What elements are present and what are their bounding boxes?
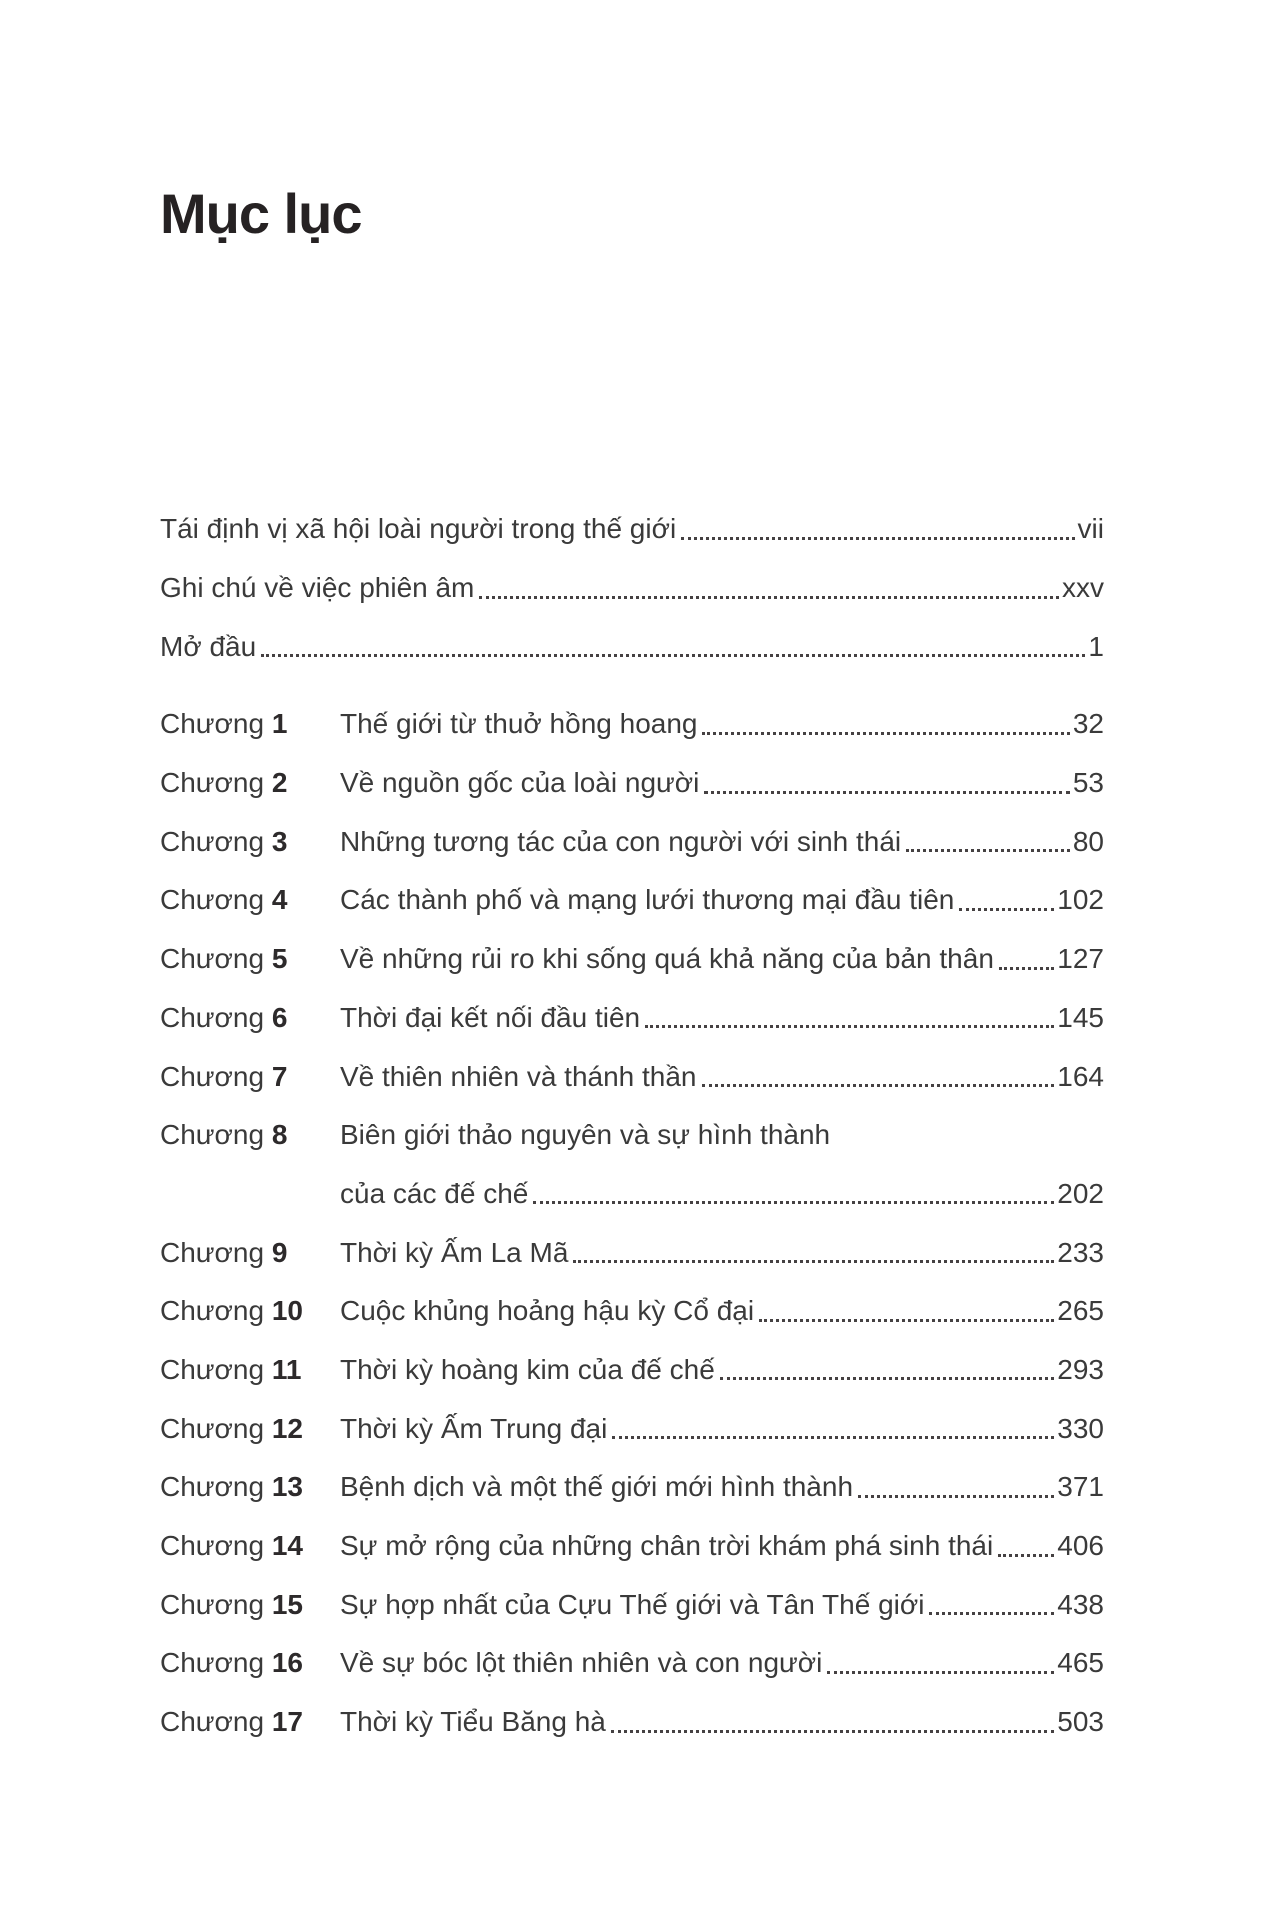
page-number: 1 [1088, 630, 1104, 662]
toc-chapter-row [160, 930, 1104, 989]
chapter-label [160, 1295, 340, 1327]
dot-leader [906, 849, 1070, 852]
page-number: vii [1077, 513, 1104, 545]
chapter-title: Cuộc khủng hoảng hậu kỳ Cổ đại [340, 1295, 755, 1327]
entry-title: Mở đầu [160, 630, 257, 662]
toc-chapter-row [160, 695, 1104, 754]
chapter-word: Chương [160, 1588, 265, 1620]
chapter-label [160, 1706, 340, 1738]
chapter-number: 3 [271, 825, 288, 857]
toc-chapter-row [160, 1458, 1104, 1517]
chapter-word: Chương [160, 1530, 265, 1562]
chapter-label [160, 1589, 340, 1621]
chapter-word: Chương [160, 1647, 265, 1679]
chapter-title: Sự hợp nhất của Cựu Thế giới và Tân Thế giới [340, 1588, 925, 1620]
dot-leader [611, 1730, 1054, 1733]
toc-chapter-row [160, 1341, 1104, 1400]
chapter-number: 4 [271, 884, 288, 916]
chapter-word: Chương [160, 1119, 265, 1151]
dot-leader [858, 1495, 1054, 1498]
page-number: 503 [1057, 1706, 1104, 1738]
toc-chapter-row [160, 1517, 1104, 1576]
page-number: 202 [1057, 1177, 1104, 1209]
entry-title: Tái định vị xã hội loài người trong thế giới [160, 513, 677, 545]
dot-leader [998, 1554, 1054, 1557]
dot-leader [827, 1671, 1054, 1674]
dot-leader [999, 967, 1054, 970]
toc-front-matter-row [160, 500, 1104, 559]
page-number: 32 [1072, 708, 1104, 740]
chapter-title: Về nguồn gốc của loài người [340, 767, 700, 799]
chapter-word: Chương [160, 1295, 265, 1327]
dot-leader [681, 537, 1074, 540]
chapter-word: Chương [160, 1706, 265, 1738]
page-number: 127 [1057, 943, 1104, 975]
toc-chapter-row [160, 1575, 1104, 1634]
chapter-title: Thời kỳ Tiểu Băng hà [340, 1706, 606, 1738]
page-title: Mục lục [160, 182, 362, 245]
page-number: 265 [1057, 1295, 1104, 1327]
chapter-title: của các đế chế [340, 1177, 529, 1209]
dot-leader [573, 1260, 1054, 1263]
toc-chapter-row [160, 871, 1104, 930]
chapter-title: Sự mở rộng của những chân trời khám phá sinh thái [340, 1530, 994, 1562]
chapter-title: Về sự bóc lột thiên nhiên và con người [340, 1647, 823, 1679]
toc-chapter-row [160, 1047, 1104, 1106]
chapter-word: Chương [160, 1471, 265, 1503]
chapter-number: 11 [271, 1353, 302, 1385]
chapter-title: Về những rủi ro khi sống quá khả năng của bản thân [340, 943, 994, 975]
dot-leader [929, 1612, 1054, 1615]
chapter-number: 6 [271, 1001, 288, 1033]
chapter-number: 12 [271, 1412, 303, 1444]
toc-chapter-row [160, 1223, 1104, 1282]
chapter-label [160, 767, 340, 799]
chapter-number: 5 [271, 943, 288, 975]
page-number: 371 [1057, 1471, 1104, 1503]
toc-front-matter-row [160, 617, 1104, 676]
page-number: 465 [1057, 1647, 1104, 1679]
chapter-number: 8 [271, 1119, 288, 1151]
chapter-list [160, 695, 1104, 1751]
front-matter-list [160, 500, 1104, 676]
chapter-word: Chương [160, 1236, 265, 1268]
chapter-label [160, 1354, 340, 1386]
chapter-word: Chương [160, 767, 265, 799]
chapter-number: 7 [271, 1060, 288, 1092]
chapter-word: Chương [160, 943, 265, 975]
dot-leader [702, 732, 1069, 735]
chapter-title: Những tương tác của con người với sinh thái [340, 825, 902, 857]
toc-chapter-row-continuation [160, 1165, 1104, 1224]
chapter-title: Thời kỳ Ấm La Mã [340, 1236, 569, 1268]
page-number: 406 [1057, 1530, 1104, 1562]
toc-chapter-row [160, 989, 1104, 1048]
chapter-title: Về thiên nhiên và thánh thần [340, 1060, 697, 1092]
toc-chapter-row [160, 1693, 1104, 1752]
chapter-number: 1 [271, 708, 288, 740]
page-number: 438 [1057, 1588, 1104, 1620]
chapter-label [160, 1119, 340, 1151]
dot-leader [645, 1025, 1054, 1028]
page-number: 233 [1057, 1236, 1104, 1268]
chapter-number: 13 [271, 1471, 303, 1503]
page-number: 145 [1057, 1001, 1104, 1033]
chapter-label [160, 884, 340, 916]
chapter-title: Thời đại kết nối đầu tiên [340, 1001, 641, 1033]
chapter-title: Thời kỳ hoàng kim của đế chế [340, 1353, 715, 1385]
dot-leader [704, 791, 1069, 794]
page-number: 330 [1057, 1412, 1104, 1444]
chapter-title: Thế giới từ thuở hồng hoang [340, 708, 698, 740]
chapter-word: Chương [160, 708, 265, 740]
toc-front-matter-row [160, 559, 1104, 618]
chapter-title: Biên giới thảo nguyên và sự hình thành [340, 1119, 831, 1151]
chapter-number: 15 [271, 1588, 303, 1620]
page-number: 53 [1072, 767, 1104, 799]
chapter-word: Chương [160, 1412, 265, 1444]
chapter-label [160, 943, 340, 975]
chapter-title: Các thành phố và mạng lưới thương mại đầu tiên [340, 884, 955, 916]
chapter-number: 16 [271, 1647, 303, 1679]
page-number: 80 [1072, 825, 1104, 857]
chapter-label [160, 1237, 340, 1269]
dot-leader [959, 908, 1054, 911]
toc-chapter-row [160, 754, 1104, 813]
entry-title: Ghi chú về việc phiên âm [160, 572, 475, 604]
dot-leader [261, 654, 1085, 657]
chapter-number: 2 [271, 767, 288, 799]
page-number: xxv [1062, 572, 1104, 604]
chapter-word: Chương [160, 1353, 265, 1385]
chapter-label [160, 1471, 340, 1503]
chapter-word: Chương [160, 825, 265, 857]
page-number: 293 [1057, 1353, 1104, 1385]
chapter-number: 9 [271, 1236, 288, 1268]
dot-leader [720, 1377, 1055, 1380]
chapter-label [160, 708, 340, 740]
dot-leader [759, 1319, 1054, 1322]
chapter-label [160, 826, 340, 858]
chapter-label [160, 1002, 340, 1034]
dot-leader [612, 1436, 1054, 1439]
toc-chapter-row [160, 812, 1104, 871]
dot-leader [479, 596, 1059, 599]
toc-chapter-row [160, 1282, 1104, 1341]
page-number: 102 [1057, 884, 1104, 916]
chapter-label [160, 1413, 340, 1445]
chapter-label [160, 1061, 340, 1093]
chapter-word: Chương [160, 1060, 265, 1092]
chapter-title: Bệnh dịch và một thế giới mới hình thành [340, 1471, 854, 1503]
chapter-word: Chương [160, 884, 265, 916]
chapter-number: 17 [271, 1706, 303, 1738]
toc-chapter-row [160, 1106, 1104, 1165]
toc-chapter-row [160, 1634, 1104, 1693]
chapter-label [160, 1647, 340, 1679]
page-number: 164 [1057, 1060, 1104, 1092]
dot-leader [533, 1201, 1054, 1204]
chapter-number: 14 [271, 1530, 303, 1562]
dot-leader [702, 1084, 1055, 1087]
toc-chapter-row [160, 1399, 1104, 1458]
chapter-number: 10 [271, 1295, 303, 1327]
chapter-title: Thời kỳ Ấm Trung đại [340, 1412, 608, 1444]
chapter-label [160, 1530, 340, 1562]
chapter-word: Chương [160, 1001, 265, 1033]
